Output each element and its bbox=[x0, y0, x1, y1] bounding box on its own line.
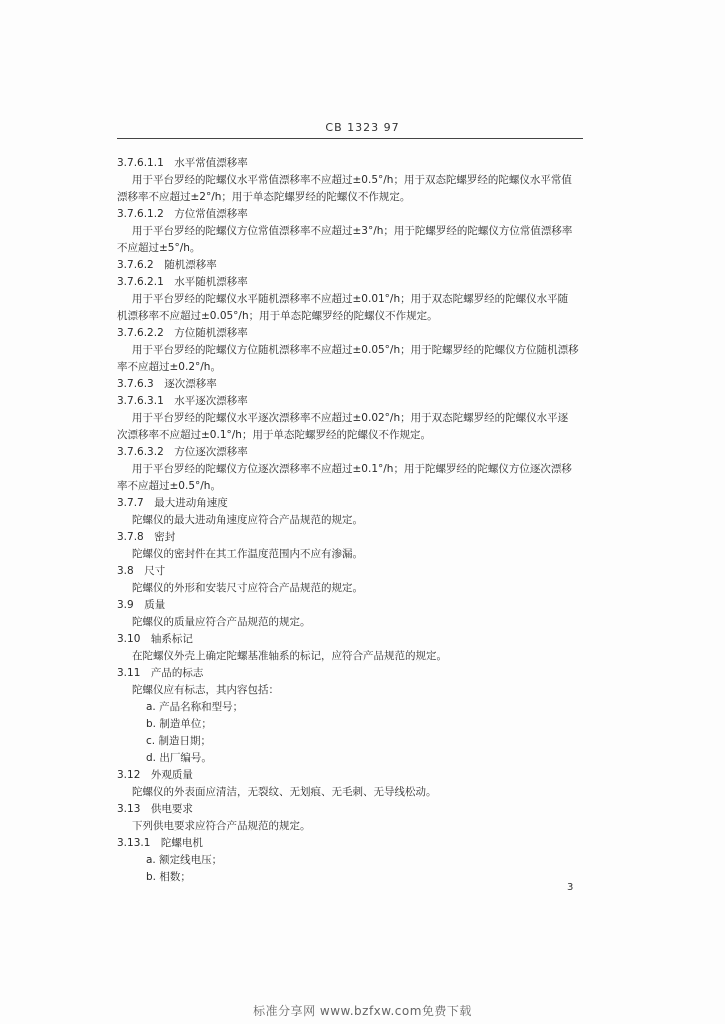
heading-3-13-1: 3.13.1 陀螺电机 bbox=[117, 837, 203, 849]
heading-3-10: 3.10 轴系标记 bbox=[117, 633, 193, 645]
heading-3-7-6-2-2: 3.7.6.2.2 方位随机漂移率 bbox=[117, 327, 248, 339]
paragraph-line: 下列供电要求应符合产品规范的规定。 bbox=[132, 820, 311, 832]
heading-3-7-8: 3.7.8 密封 bbox=[117, 531, 176, 543]
watermark-footer: 标准分享网 www.bzfxw.com免费下载 bbox=[253, 1004, 472, 1018]
paragraph-line: 用于平台罗经的陀螺仪水平常值漂移率不应超过±0.5°/h；用于双态陀螺罗经的陀螺仪水平常值 bbox=[132, 174, 572, 186]
header-rule bbox=[117, 138, 583, 139]
heading-3-11: 3.11 产品的标志 bbox=[117, 667, 204, 679]
paragraph-line: 用于平台罗经的陀螺仪方位常值漂移率不应超过±3°/h；用于陀螺罗经的陀螺仪方位常值漂移率 bbox=[132, 225, 573, 237]
paragraph-line: 陀螺仪的最大进动角速度应符合产品规范的规定。 bbox=[132, 514, 363, 526]
heading-3-7-6-3: 3.7.6.3 逐次漂移率 bbox=[117, 378, 217, 390]
paragraph-line: 陀螺仪的外表面应清洁，无裂纹、无划痕、无毛刺、无导线松动。 bbox=[132, 786, 437, 798]
list-item: a. 产品名称和型号； bbox=[146, 701, 244, 713]
paragraph-line: 率不应超过±0.2°/h。 bbox=[117, 361, 221, 373]
list-item: d. 出厂编号。 bbox=[146, 752, 212, 764]
paragraph-line: 陀螺仪应有标志，其内容包括： bbox=[132, 684, 279, 696]
paragraph-line: 用于平台罗经的陀螺仪方位逐次漂移率不应超过±0.1°/h；用于陀螺罗经的陀螺仪方位逐次漂移 bbox=[132, 463, 572, 475]
list-item: b. 相数； bbox=[146, 871, 191, 883]
heading-3-7-6-2: 3.7.6.2 随机漂移率 bbox=[117, 259, 217, 271]
paragraph-line: 不应超过±5°/h。 bbox=[117, 242, 201, 254]
paragraph-line: 陀螺仪的质量应符合产品规范的规定。 bbox=[132, 616, 311, 628]
heading-3-7-6-2-1: 3.7.6.2.1 水平随机漂移率 bbox=[117, 276, 248, 288]
paragraph-line: 在陀螺仪外壳上确定陀螺基准轴系的标记，应符合产品规范的规定。 bbox=[132, 650, 447, 662]
page-number: 3 bbox=[567, 882, 574, 893]
paragraph-line: 用于平台罗经的陀螺仪水平逐次漂移率不应超过±0.02°/h；用于双态陀螺罗经的陀螺仪水平逐 bbox=[132, 412, 569, 424]
list-item: a. 额定线电压； bbox=[146, 854, 223, 866]
standard-code-header: CB 1323 97 bbox=[325, 121, 400, 134]
paragraph-line: 用于平台罗经的陀螺仪水平随机漂移率不应超过±0.01°/h；用于双态陀螺罗经的陀螺仪水平随 bbox=[132, 293, 569, 305]
heading-3-7-6-3-2: 3.7.6.3.2 方位逐次漂移率 bbox=[117, 446, 248, 458]
paragraph-line: 率不应超过±0.5°/h。 bbox=[117, 480, 221, 492]
heading-3-13: 3.13 供电要求 bbox=[117, 803, 193, 815]
paragraph-line: 陀螺仪的外形和安装尺寸应符合产品规范的规定。 bbox=[132, 582, 363, 594]
heading-3-9: 3.9 质量 bbox=[117, 599, 166, 611]
paragraph-line: 陀螺仪的密封件在其工作温度范围内不应有渗漏。 bbox=[132, 548, 363, 560]
heading-3-7-6-3-1: 3.7.6.3.1 水平逐次漂移率 bbox=[117, 395, 248, 407]
heading-3-7-7: 3.7.7 最大进动角速度 bbox=[117, 497, 228, 509]
heading-3-8: 3.8 尺寸 bbox=[117, 565, 166, 577]
paragraph-line: 次漂移率不应超过±0.1°/h；用于单态陀螺罗经的陀螺仪不作规定。 bbox=[117, 429, 431, 441]
paragraph-line: 机漂移率不应超过±0.05°/h；用于单态陀螺罗经的陀螺仪不作规定。 bbox=[117, 310, 438, 322]
paragraph-line: 漂移率不应超过±2°/h；用于单态陀螺罗经的陀螺仪不作规定。 bbox=[117, 191, 411, 203]
list-item: c. 制造日期； bbox=[146, 735, 211, 747]
paragraph-line: 用于平台罗经的陀螺仪方位随机漂移率不应超过±0.05°/h；用于陀螺罗经的陀螺仪方位随机漂移 bbox=[132, 344, 579, 356]
heading-3-7-6-1-2: 3.7.6.1.2 方位常值漂移率 bbox=[117, 208, 248, 220]
heading-3-12: 3.12 外观质量 bbox=[117, 769, 193, 781]
heading-3-7-6-1-1: 3.7.6.1.1 水平常值漂移率 bbox=[117, 157, 248, 169]
list-item: b. 制造单位； bbox=[146, 718, 212, 730]
